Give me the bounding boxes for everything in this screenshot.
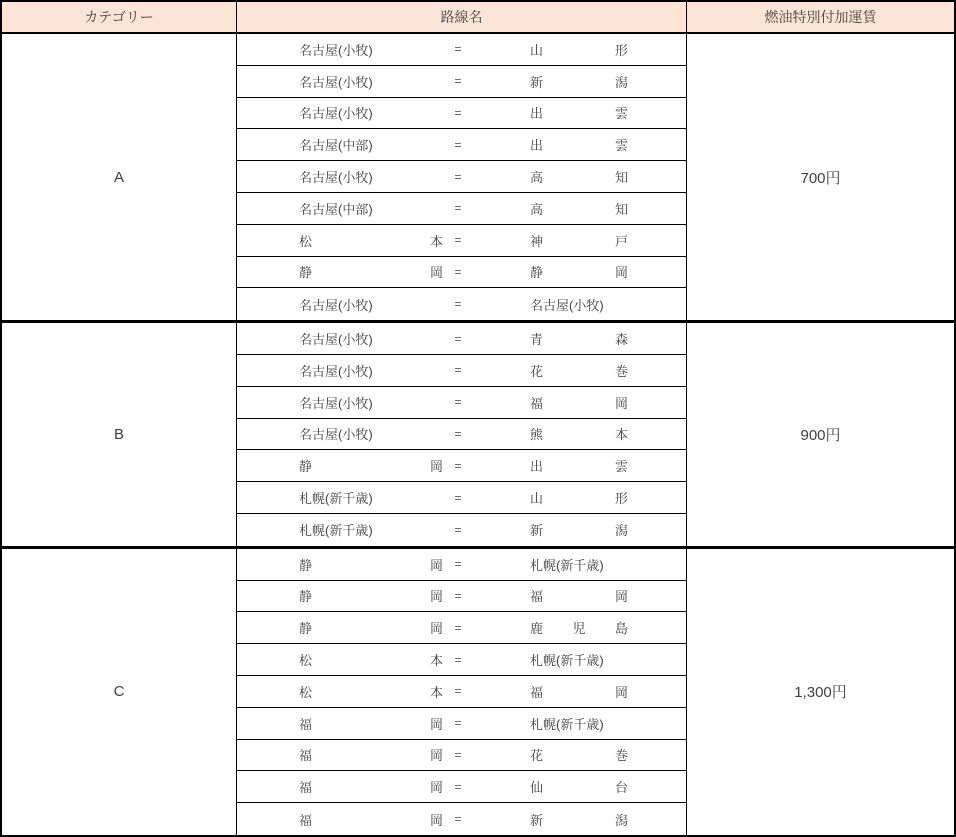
equals-sign: = <box>454 105 462 120</box>
name-char: 森 <box>614 332 628 348</box>
destination-name: 札幌(新千歳) <box>530 716 604 732</box>
name-char: 松 <box>299 233 313 249</box>
route-row <box>237 66 686 98</box>
equals-sign: = <box>454 297 462 312</box>
origin-name <box>299 262 443 281</box>
route-row <box>237 549 686 581</box>
destination-name <box>530 810 628 829</box>
destination-name <box>530 393 628 412</box>
equals-sign: = <box>454 458 462 473</box>
name-char: 潟 <box>614 523 628 539</box>
route-row <box>237 771 686 803</box>
category-section-C <box>2 549 954 835</box>
name-char: 山 <box>530 491 544 507</box>
name-char: 岡 <box>429 557 443 573</box>
destination-name: 札幌(新千歳) <box>530 653 604 669</box>
equals-sign: = <box>454 264 462 279</box>
name-char: 本 <box>429 684 443 700</box>
route-row <box>237 161 686 193</box>
name-char: 松 <box>299 684 313 700</box>
equals-sign: = <box>454 812 462 827</box>
equals-sign: = <box>454 233 462 248</box>
name-char: 神 <box>530 233 544 249</box>
routes-column <box>237 549 687 835</box>
name-char: 島 <box>614 621 628 637</box>
name-char: 静 <box>299 621 313 637</box>
name-char: 潟 <box>614 812 628 828</box>
route-row <box>237 193 686 225</box>
name-char: 巻 <box>614 363 628 379</box>
destination-name <box>530 456 628 475</box>
route-row <box>237 129 686 161</box>
destination-name <box>530 618 628 637</box>
name-char: 福 <box>299 748 313 764</box>
name-char: 高 <box>530 201 544 217</box>
origin-name <box>299 586 443 605</box>
equals-sign: = <box>454 363 462 378</box>
destination-name <box>530 40 628 59</box>
destination-name <box>530 520 628 539</box>
equals-sign: = <box>454 522 462 537</box>
route-row <box>237 803 686 835</box>
equals-sign: = <box>454 137 462 152</box>
name-char: 高 <box>530 170 544 186</box>
table-body <box>2 34 954 835</box>
route-row <box>237 740 686 772</box>
route-row <box>237 450 686 482</box>
equals-sign: = <box>454 42 462 57</box>
name-char: 本 <box>429 653 443 669</box>
category-cell: C <box>2 549 237 835</box>
destination-name <box>530 103 628 122</box>
origin-name <box>299 618 443 637</box>
name-char: 熊 <box>530 427 544 443</box>
name-char: 台 <box>614 780 628 796</box>
name-char: 出 <box>530 106 544 122</box>
category-section-B <box>2 323 954 549</box>
origin-name: 名古屋(小牧) <box>299 395 373 411</box>
destination-name <box>530 777 628 796</box>
origin-name <box>299 231 443 250</box>
equals-sign: = <box>454 747 462 762</box>
route-row <box>237 98 686 130</box>
name-char: 静 <box>299 265 313 281</box>
origin-name <box>299 682 443 701</box>
equals-sign: = <box>454 490 462 505</box>
name-char: 仙 <box>530 780 544 796</box>
name-char: 雲 <box>614 106 628 122</box>
header-route-name: 路線名 <box>237 2 687 32</box>
equals-sign: = <box>454 716 462 731</box>
name-char: 形 <box>614 42 628 58</box>
destination-name: 札幌(新千歳) <box>530 557 604 573</box>
name-char: 岡 <box>429 748 443 764</box>
route-row <box>237 676 686 708</box>
destination-name: 名古屋(小牧) <box>530 297 604 313</box>
route-row <box>237 323 686 355</box>
route-row <box>237 644 686 676</box>
surcharge-cell: 900円 <box>800 426 841 444</box>
destination-name <box>530 199 628 218</box>
name-char: 福 <box>299 716 313 732</box>
name-char: 岡 <box>429 780 443 796</box>
name-char: 戸 <box>614 233 628 249</box>
route-row <box>237 225 686 257</box>
name-char: 福 <box>299 812 313 828</box>
name-char: 雲 <box>614 459 628 475</box>
name-char: 青 <box>530 332 544 348</box>
origin-name: 名古屋(小牧) <box>299 297 373 313</box>
name-char: 岡 <box>429 812 443 828</box>
equals-sign: = <box>454 557 462 572</box>
route-row <box>237 355 686 387</box>
origin-name <box>299 745 443 764</box>
route-row <box>237 581 686 613</box>
origin-name <box>299 714 443 733</box>
route-row <box>237 257 686 289</box>
destination-name <box>530 424 628 443</box>
name-char: 形 <box>614 491 628 507</box>
name-char: 岡 <box>429 265 443 281</box>
origin-name: 名古屋(中部) <box>299 201 373 217</box>
route-row <box>237 34 686 66</box>
name-char: 静 <box>299 589 313 605</box>
destination-name <box>530 135 628 154</box>
category-cell: A <box>2 34 237 320</box>
equals-sign: = <box>454 201 462 216</box>
name-char: 静 <box>299 459 313 475</box>
route-row <box>237 387 686 419</box>
destination-name <box>530 361 628 380</box>
name-char: 岡 <box>429 621 443 637</box>
category-cell: B <box>2 323 237 546</box>
name-char: 山 <box>530 42 544 58</box>
destination-name <box>530 329 628 348</box>
origin-name: 名古屋(中部) <box>299 138 373 154</box>
name-char: 岡 <box>614 395 628 411</box>
route-row <box>237 708 686 740</box>
origin-name: 名古屋(小牧) <box>299 427 373 443</box>
routes-column <box>237 34 687 320</box>
destination-name <box>530 231 628 250</box>
name-char: 本 <box>429 233 443 249</box>
destination-name <box>530 682 628 701</box>
origin-name <box>299 777 443 796</box>
name-char: 新 <box>530 523 544 539</box>
origin-name: 名古屋(小牧) <box>299 332 373 348</box>
name-char: 松 <box>299 653 313 669</box>
route-row <box>237 482 686 514</box>
route-row <box>237 514 686 546</box>
destination-name <box>530 745 628 764</box>
equals-sign: = <box>454 426 462 441</box>
category-section-A <box>2 34 954 323</box>
origin-name <box>299 810 443 829</box>
name-char: 潟 <box>614 74 628 90</box>
equals-sign: = <box>454 169 462 184</box>
name-char: 福 <box>530 589 544 605</box>
destination-name <box>530 488 628 507</box>
equals-sign: = <box>454 395 462 410</box>
name-char: 岡 <box>614 265 628 281</box>
origin-name: 名古屋(小牧) <box>299 106 373 122</box>
destination-name <box>530 262 628 281</box>
destination-name <box>530 72 628 91</box>
name-char: 岡 <box>429 716 443 732</box>
name-char: 岡 <box>614 684 628 700</box>
route-row <box>237 288 686 320</box>
origin-name: 名古屋(小牧) <box>299 170 373 186</box>
name-char: 静 <box>530 265 544 281</box>
surcharge-cell: 1,300円 <box>794 684 847 702</box>
name-char: 新 <box>530 812 544 828</box>
equals-sign: = <box>454 684 462 699</box>
origin-name: 札幌(新千歳) <box>299 491 373 507</box>
name-char: 福 <box>530 395 544 411</box>
name-char: 出 <box>530 138 544 154</box>
name-char: 岡 <box>429 459 443 475</box>
origin-name <box>299 555 443 574</box>
name-char: 花 <box>530 363 544 379</box>
routes-column <box>237 323 687 546</box>
header-fuel-surcharge: 燃油特別付加運賃 <box>764 9 877 25</box>
name-char: 児 <box>572 621 586 637</box>
route-row <box>237 419 686 451</box>
name-char: 知 <box>614 201 628 217</box>
header-category: カテゴリー <box>2 2 237 32</box>
origin-name: 名古屋(小牧) <box>299 363 373 379</box>
table-header-row <box>2 2 954 34</box>
name-char: 知 <box>614 170 628 186</box>
origin-name: 名古屋(小牧) <box>299 42 373 58</box>
route-row <box>237 612 686 644</box>
name-char: 本 <box>614 427 628 443</box>
name-char: 新 <box>530 74 544 90</box>
destination-name <box>530 586 628 605</box>
equals-sign: = <box>454 652 462 667</box>
origin-name: 名古屋(小牧) <box>299 74 373 90</box>
equals-sign: = <box>454 588 462 603</box>
name-char: 出 <box>530 459 544 475</box>
name-char: 花 <box>530 748 544 764</box>
name-char: 福 <box>299 780 313 796</box>
surcharge-cell: 700円 <box>800 169 841 187</box>
name-char: 福 <box>530 684 544 700</box>
name-char: 静 <box>299 557 313 573</box>
name-char: 岡 <box>429 589 443 605</box>
name-char: 鹿 <box>530 621 544 637</box>
origin-name: 札幌(新千歳) <box>299 523 373 539</box>
name-char: 岡 <box>614 589 628 605</box>
equals-sign: = <box>454 620 462 635</box>
equals-sign: = <box>454 779 462 794</box>
name-char: 雲 <box>614 138 628 154</box>
equals-sign: = <box>454 74 462 89</box>
equals-sign: = <box>454 331 462 346</box>
origin-name <box>299 650 443 669</box>
origin-name <box>299 456 443 475</box>
destination-name <box>530 167 628 186</box>
name-char: 巻 <box>614 748 628 764</box>
